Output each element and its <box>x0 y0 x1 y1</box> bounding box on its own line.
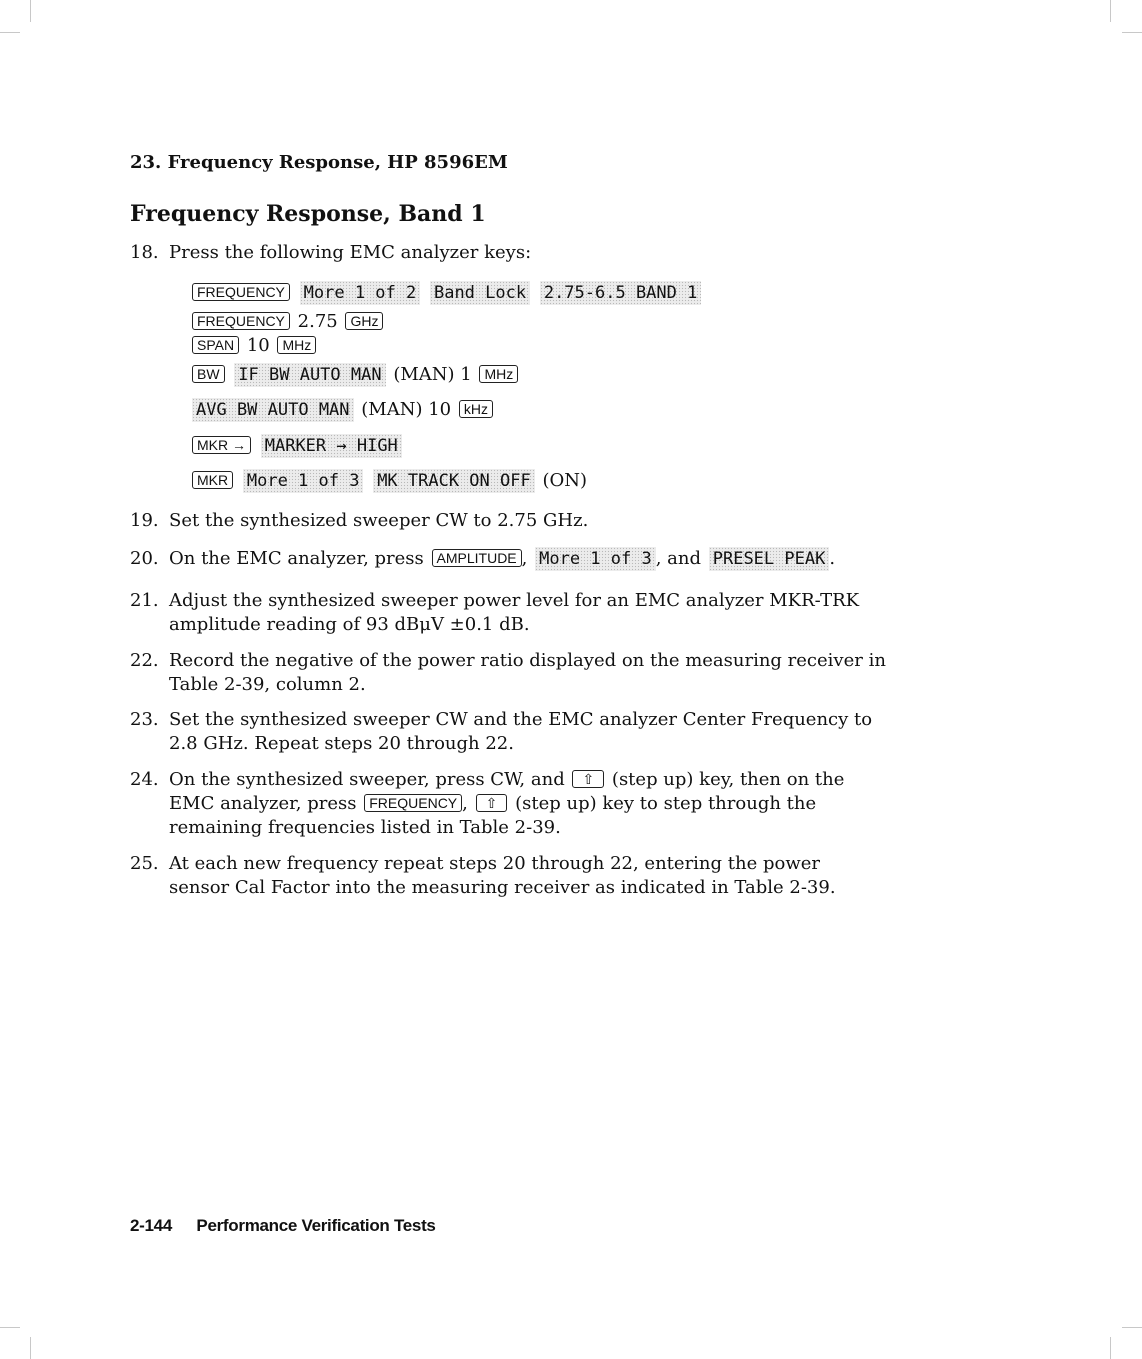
entry-value: (ON) <box>542 470 588 491</box>
step-number: 23. <box>130 709 159 730</box>
entry-value: 10 <box>246 335 270 356</box>
step-text: Press the following EMC analyzer keys: <box>169 242 532 263</box>
entry-value: (MAN) 1 <box>393 364 472 385</box>
step-20 <box>130 547 910 571</box>
more-1-of-3-softkey[interactable]: More 1 of 3 <box>243 469 364 493</box>
page-subtitle: Frequency Response, Band 1 <box>130 201 486 227</box>
page-footer <box>130 1216 436 1236</box>
page-number: 2-144 <box>130 1216 172 1235</box>
crop-mark <box>30 0 31 22</box>
step-number: 21. <box>130 590 159 611</box>
footer-title: Performance Verification Tests <box>196 1216 436 1235</box>
step-text-part: (step up) key, then on the EMC analyzer, press <box>169 769 845 814</box>
punctuation: , <box>521 548 528 569</box>
punctuation: , <box>462 793 468 814</box>
step-23 <box>130 708 910 756</box>
if-bw-auto-man-softkey[interactable]: IF BW AUTO MAN <box>234 363 385 387</box>
mhz-hardkey[interactable]: MHz <box>277 336 316 354</box>
mhz-hardkey[interactable]: MHz <box>479 365 518 383</box>
key-sequence-line <box>190 334 318 358</box>
crop-mark <box>30 1337 31 1359</box>
amplitude-hardkey[interactable]: AMPLITUDE <box>432 549 522 567</box>
step-number: 22. <box>130 650 159 671</box>
crop-mark <box>1122 1327 1142 1328</box>
entry-value: 2.75 <box>297 311 338 332</box>
avg-bw-auto-man-softkey[interactable]: AVG BW AUTO MAN <box>192 398 354 422</box>
entry-value: (MAN) 10 <box>361 399 452 420</box>
mk-track-on-off-softkey[interactable]: MK TRACK ON OFF <box>373 469 535 493</box>
key-sequence-line <box>190 281 703 305</box>
step-text <box>169 547 910 571</box>
marker-high-softkey[interactable]: MARKER → HIGH <box>261 434 402 458</box>
step-text: Adjust the synthesized sweeper power level for an EMC analyzer MKR-TRK amplitude reading of 93 dBμV ±0.1 dB. <box>169 590 860 635</box>
step-21 <box>130 589 910 637</box>
mkr-arrow-hardkey[interactable]: MKR → <box>192 436 251 454</box>
crop-mark <box>1110 0 1111 22</box>
step-text: Set the synthesized sweeper CW and the EMC analyzer Center Frequency to 2.8 GHz. Repeat steps 20 through 22. <box>169 709 873 754</box>
crop-mark <box>1110 1337 1111 1359</box>
crop-mark <box>0 32 20 33</box>
step-text-part: On the synthesized sweeper, press CW, and <box>169 769 565 790</box>
step-number: 18. <box>130 242 159 263</box>
frequency-hardkey[interactable]: FREQUENCY <box>192 312 290 330</box>
key-sequence-line <box>190 363 520 387</box>
frequency-hardkey[interactable]: FREQUENCY <box>192 283 290 301</box>
step-up-hardkey[interactable]: ⇧ <box>572 770 604 788</box>
key-sequence-line <box>190 469 587 493</box>
step-24 <box>130 768 910 840</box>
span-hardkey[interactable]: SPAN <box>192 336 239 354</box>
step-number: 25. <box>130 853 159 874</box>
step-number: 24. <box>130 769 159 790</box>
key-sequence-line <box>190 310 385 334</box>
key-sequence-line <box>190 434 404 458</box>
step-up-hardkey[interactable]: ⇧ <box>476 794 508 812</box>
step-number: 20. <box>130 548 159 569</box>
step-text: At each new frequency repeat steps 20 through 22, entering the power sensor Cal Factor into the measuring receiver as indicated in Table 2-39. <box>169 853 836 898</box>
step-text <box>169 768 869 840</box>
step-25 <box>130 852 910 900</box>
band-1-softkey[interactable]: 2.75-6.5 BAND 1 <box>540 281 702 305</box>
step-text-part: , and <box>655 548 701 569</box>
crop-mark <box>1122 32 1142 33</box>
step-text: Set the synthesized sweeper CW to 2.75 GHz. <box>169 510 589 531</box>
key-sequence-line <box>190 398 495 422</box>
crop-mark <box>0 1327 20 1328</box>
step-19 <box>130 509 910 533</box>
ghz-hardkey[interactable]: GHz <box>345 312 383 330</box>
step-22 <box>130 649 910 697</box>
bw-hardkey[interactable]: BW <box>192 365 225 383</box>
more-1-of-2-softkey[interactable]: More 1 of 2 <box>300 281 421 305</box>
step-text-part: On the EMC analyzer, press <box>169 548 424 569</box>
step-number: 19. <box>130 510 159 531</box>
mkr-hardkey[interactable]: MKR <box>192 471 233 489</box>
presel-peak-softkey[interactable]: PRESEL PEAK <box>709 547 830 571</box>
band-lock-softkey[interactable]: Band Lock <box>430 281 530 305</box>
step-text: Record the negative of the power ratio displayed on the measuring receiver in Table 2-39, column 2. <box>169 650 886 695</box>
frequency-hardkey[interactable]: FREQUENCY <box>364 794 462 812</box>
step-18 <box>130 241 910 265</box>
khz-hardkey[interactable]: kHz <box>459 400 493 418</box>
section-header: 23. Frequency Response, HP 8596EM <box>130 152 508 173</box>
step-text-part: (step up) key to step through the remaining frequencies listed in Table 2-39. <box>169 793 817 838</box>
more-1-of-3-softkey[interactable]: More 1 of 3 <box>535 547 656 571</box>
punctuation: . <box>829 548 836 569</box>
